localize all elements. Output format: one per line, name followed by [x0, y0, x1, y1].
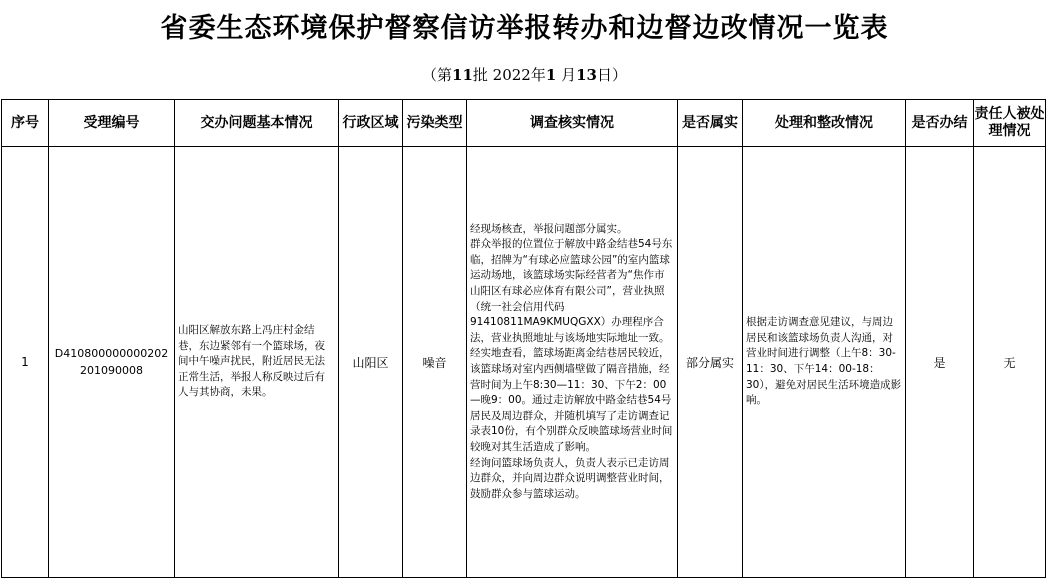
header-case-no: 受理编号 — [49, 100, 175, 147]
header-is-true: 是否属实 — [678, 100, 743, 147]
cell-pollution-type: 噪音 — [403, 147, 467, 578]
report-table — [1, 99, 1046, 578]
cell-accountability: 无 — [974, 147, 1046, 578]
investigation-text — [467, 222, 677, 503]
header-index: 序号 — [2, 100, 49, 147]
cell-completed: 是 — [906, 147, 974, 578]
case-no-text: D410800000000202201090008 — [54, 347, 169, 377]
batch-date-subtitle — [0, 64, 1049, 85]
subtitle-month: 1 — [545, 66, 557, 84]
table-header-row — [2, 100, 1046, 147]
subtitle-batch-unit: 批 2022年 — [472, 66, 546, 84]
investigation-para-3: 经实地查看，篮球场距离金结巷居民较近，该篮球场对室内西侧墙壁做了隔音措施，经营时间为上午8:30—11：30、下午2：00—晚9：00。通过走访解放中路金结巷54号居民及周边群众，并随机填写了走访调查记录表10份，有个别群众反映篮球场营业时间较晚对其生活造成了影响。 — [470, 347, 673, 453]
cell-case-no — [49, 147, 175, 578]
page-title: 省委生态环境保护督察信访举报转办和边督边改情况一览表 — [160, 13, 889, 44]
cell-is-true: 部分属实 — [678, 147, 743, 578]
issue-text: 山阳区解放东路上冯庄村金结巷，东边紧邻有一个篮球场，夜间中午噪声扰民，附近居民无法正常生活，举报人称反映过后有人与其协商，未果。 — [178, 324, 325, 399]
header-region: 行政区域 — [339, 100, 403, 147]
cell-handling — [743, 147, 906, 578]
cell-index: 1 — [2, 147, 49, 578]
investigation-para-4: 经询问篮球场负责人，负责人表示已走访周边群众，并向周边群众说明调整营业时间，鼓励群众参与篮球运动。 — [470, 456, 670, 500]
subtitle-month-unit: 月 — [556, 66, 577, 84]
cell-issue — [175, 147, 339, 578]
batch-number: 11 — [452, 66, 473, 84]
header-completed: 是否办结 — [906, 100, 974, 147]
cell-investigation — [467, 147, 678, 578]
investigation-para-2: 群众举报的位置位于解放中路金结巷54号东临，招牌为“有球必应篮球公园”的室内篮球运动场地，该篮球场实际经营者为“焦作市山阳区有球必应体育有限公司”，营业执照（统一社会信用代码91410811MA9KMUQGXX）办理程序合法，营业执照地址与该场地实际地址一致。 — [470, 238, 673, 344]
subtitle-close: 日） — [596, 66, 627, 84]
header-pollution-type: 污染类型 — [403, 100, 467, 147]
cell-region: 山阳区 — [339, 147, 403, 578]
subtitle-open: （第 — [422, 66, 453, 84]
header-handling: 处理和整改情况 — [743, 100, 906, 147]
header-issue: 交办问题基本情况 — [175, 100, 339, 147]
header-accountability: 责任人被处理情况 — [974, 100, 1046, 147]
header-investigation: 调查核实情况 — [467, 100, 678, 147]
table-row — [2, 147, 1046, 578]
handling-text: 根据走访调查意见建议，与周边居民和该篮球场负责人沟通，对营业时间进行调整（上午8：30-11：30、下午14：00-18：30），避免对居民生活环境造成影响。 — [746, 316, 902, 407]
investigation-para-1: 经现场核查，举报问题部分属实。 — [470, 222, 628, 235]
subtitle-day: 13 — [576, 66, 597, 84]
